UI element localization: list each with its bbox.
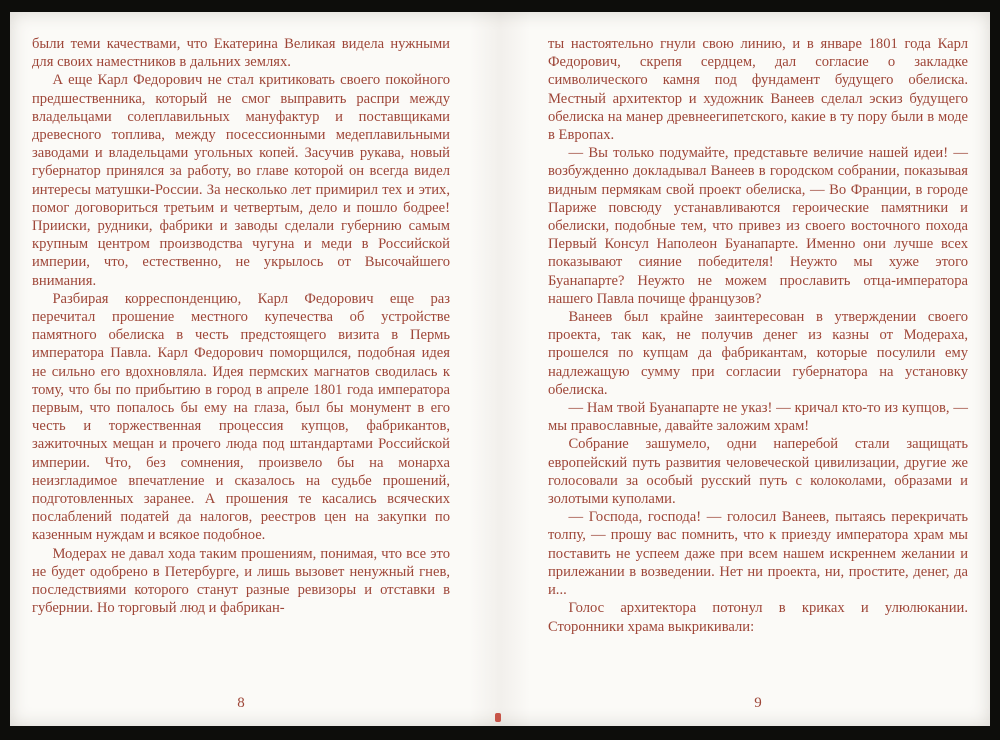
- page-left: [10, 12, 500, 726]
- scan-artifact-mark: [495, 713, 501, 722]
- paragraph: Собрание зашумело, одни наперебой стали защищать европейский путь развития человеческой цивилизации, другие же голосовали за особый русский путь с колоколами, образами и золотыми куполами.: [548, 436, 968, 508]
- paragraph: Голос архитектора потонул в криках и улюлюкании. Сторонники храма выкрикивали:: [548, 600, 968, 635]
- paragraph: Ванеев был крайне заинтересован в утверждении своего проекта, так как, не получив денег из казны от Модераха, прошелся по купцам да фабрикантам, которые посулили ему надлежащую сумму при согласии губернатора на установку обелиска.: [548, 309, 968, 398]
- paragraph: Модерах не давал хода таким прошениям, понимая, что все это не будет одобрено в Петербурге, и лишь вызовет ненужный гнев, последствиями которого станут разные ревизоры и отставки в губернии. Но торговый люд и фабрикан-: [32, 545, 450, 617]
- page-right-number: 9: [754, 695, 762, 711]
- paragraph: Разбирая корреспонденцию, Карл Федорович еще раз перечитал прошение местного купечества об устройстве памятного обелиска в честь предстоящего визита в Пермь императора Павла. Карл Федорович поморщился, подобная идея не сильно его вдохновляла. Идея пермских магнатов сводилась к тому, что бы по прибытию в город в апреле 1801 года императора первым, что попалось бы ему на глаза, был бы монумент в его честь и торжественная процессия купцов, фабрикантов, зажиточных мещан и прочего люда под штандартами Российской империи. Что, без сомнения, произвело бы на монарха неизгладимое впечатление и сказалось на судьбе прошений, подготовленных заранее. А прошения те касались всяческих послаблений податей да налогов, реестров цен на закупки по казенным нуждам и всякое подобное.: [32, 290, 450, 544]
- paragraph: — Вы только подумайте, представьте величие нашей идеи! — возбужденно докладывал Ванеев в городском собрании, показывая видным пермякам свой проект обелиска, — Во Франции, в городе Париже повсюду устанавливаются героические памятники и обелиски, подобные тем, что привез из своего восточного похода Первый Консул Наполеон Буанапарте. Именно они лучше всех показывают сияние победителя! Неужто мы хуже этого Буанапарте? Неужто не можем прославить отца-императора нашего Павла почище французов?: [548, 145, 968, 307]
- paragraph: — Нам твой Буанапарте не указ! — кричал кто-то из купцов, — мы православные, давайте заложим храм!: [548, 400, 968, 435]
- page-right-text: [548, 35, 968, 636]
- page-right: [500, 12, 990, 726]
- paragraph: А еще Карл Федорович не стал критиковать своего покойного предшественника, который не смог выправить распри между владельцами солеплавильных мануфактур и поставщиками древесного топлива, между посессионными медеплавильными заводами и владельцами угольных копей. Засучив рукава, новый губернатор принялся за работу, во главе которой он всегда видел интересы матушки-России. За несколько лет примирил тех и этих, помог договориться третьим и четвертым, дело и пошло бодрее! Прииски, рудники, фабрики и заводы сделали губернию самым крупным центром производства чугуна и меди в Российской империи, что, естественно, не укрылось от Высочайшего внимания.: [32, 72, 450, 289]
- paragraph: ты настоятельно гнули свою линию, и в январе 1801 года Карл Федорович, скрепя сердцем, дал согласие о закладке символического камня под фундамент будущего обелиска. Местный архитектор и художник Ванеев сделал эскиз будущего обелиска на манер древнеегипетского, какие в ту пору были в моде в Европах.: [548, 36, 968, 144]
- book-spread: [10, 12, 990, 726]
- paragraph: были теми качествами, что Екатерина Великая видела нужными для своих наместников в дальних землях.: [32, 36, 450, 71]
- paragraph: — Господа, господа! — голосил Ванеев, пытаясь перекричать толпу, — прошу вас помнить, что к приезду императора храм мы поставить не успеем даже при всем нашем искреннем желании и прилежании в возведении. Нет ни проекта, ни, простите, денег, да и...: [548, 509, 968, 599]
- page-left-text: [32, 35, 450, 618]
- page-left-number: 8: [237, 695, 245, 711]
